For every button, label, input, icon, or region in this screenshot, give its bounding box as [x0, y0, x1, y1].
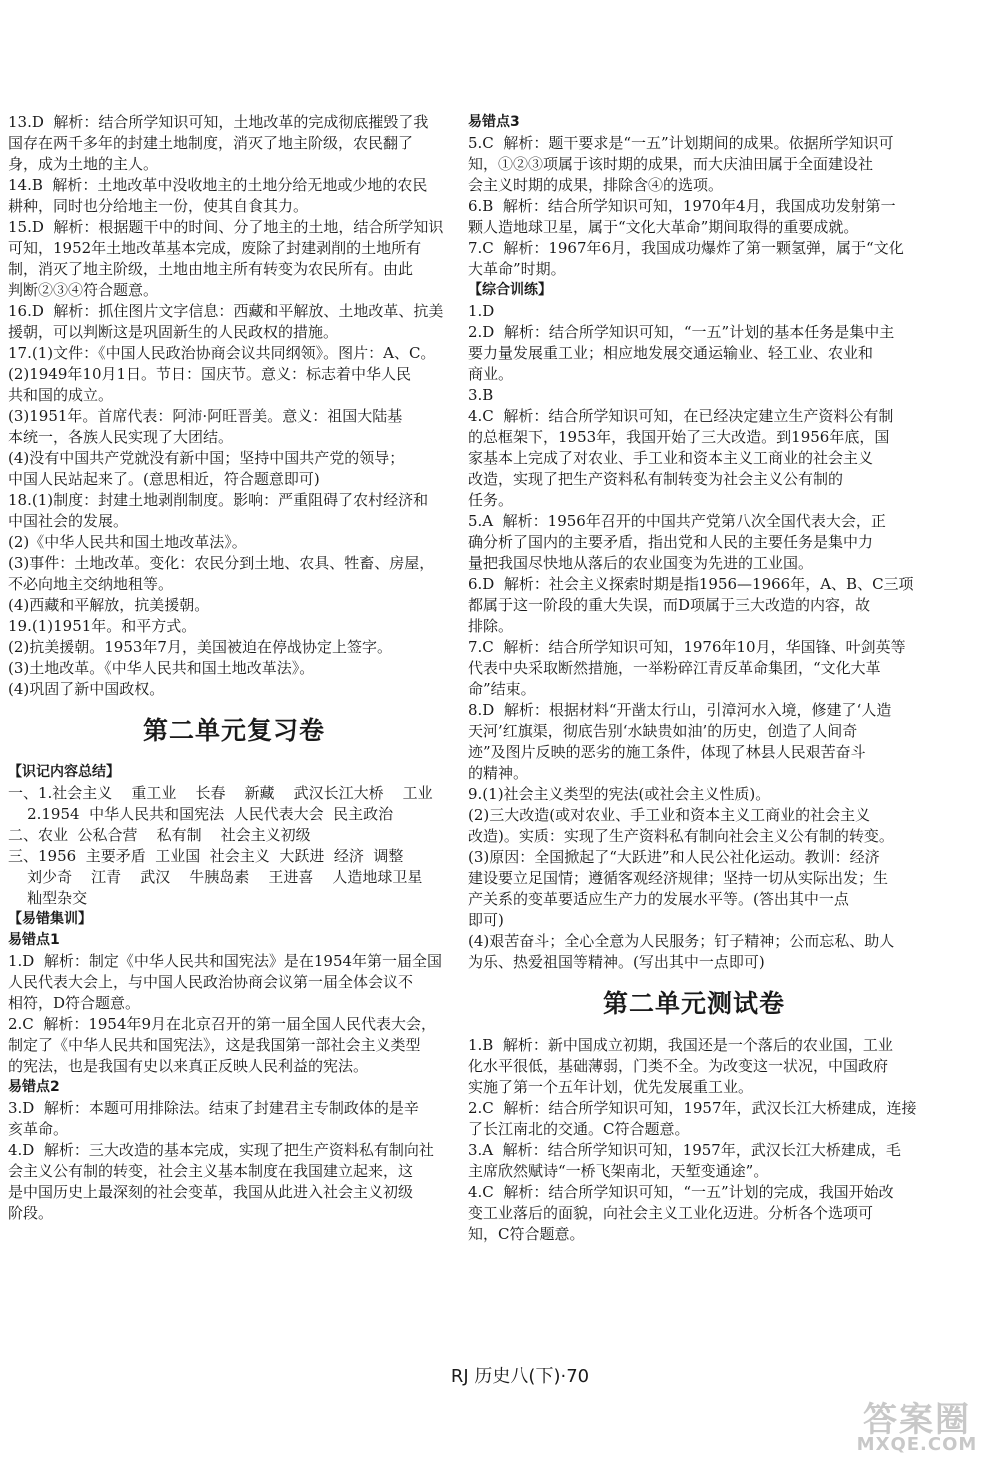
text-line: 产关系的变革要适应生产力的发展水平等。(答出其中一点	[468, 890, 849, 908]
text-line: 制定了《中华人民共和国宪法》，这是我国第一部社会主义类型	[8, 1036, 421, 1054]
text-line: 判断②③④符合题意。	[8, 281, 159, 299]
text-line: 排除。	[468, 617, 514, 635]
watermark-logo	[842, 1392, 992, 1458]
text-line: (4)西藏和平解放，抗美援朝。	[8, 596, 210, 614]
text-line: 改造，实现了把生产资料私有制转变为社会主义公有制的	[468, 470, 844, 488]
text-line: 15.D 解析：根据题干中的时间、分了地主的土地，结合所学知识	[8, 218, 444, 236]
text-line: 了长江南北的交通。C符合题意。	[468, 1120, 690, 1138]
text-line: 是中国历史上最深刻的社会变革，我国从此进入社会主义初级	[8, 1183, 414, 1201]
text-line: 会主义时期的成果，排除含④的选项。	[468, 176, 724, 194]
text-line: (2)抗美援朝。1953年7月，美国被迫在停战协定上签字。	[8, 638, 392, 656]
text-line: 实施了第一个五年计划，优先发展重工业。	[468, 1078, 754, 1096]
text-line: 知，①②③项属于该时期的成果，而大庆油田属于全面建设社	[468, 155, 874, 173]
text-line: 7.C 解析：结合所学知识可知，1976年10月，华国锋、叶剑英等	[468, 638, 906, 656]
watermark-text: 答案圈	[863, 1400, 971, 1440]
text-line: 确分析了国内的主要矛盾，指出党和人民的主要任务是集中力	[468, 533, 874, 551]
right-column	[468, 112, 920, 1245]
text-line: 中国人民站起来了。(意思相近，符合题意即可)	[8, 470, 320, 488]
text-line: 16.D 解析：抓住图片文字信息：西藏和平解放、土地改革、抗美	[8, 302, 444, 320]
text-line: 家基本上完成了对农业、手工业和资本主义工商业的社会主义	[468, 449, 874, 467]
text-line: 量把我国尽快地从落后的农业国变为先进的工业国。	[468, 554, 814, 572]
text-line: 不必向地主交纳地租等。	[8, 575, 174, 593]
text-line: (4)巩固了新中国政权。	[8, 680, 165, 698]
text-line: 14.B 解析：土地改革中没收地主的土地分给无地或少地的农民	[8, 176, 428, 194]
section-heading: 易错点2	[8, 1079, 60, 1095]
text-line: 商业。	[468, 365, 514, 383]
text-line: 都属于这一阶段的重大失误，而D项属于三大改造的内容，故	[468, 596, 871, 614]
text-line: (4)没有中国共产党就没有新中国；坚持中国共产党的领导；	[8, 449, 405, 467]
left-column	[8, 112, 460, 1224]
text-line: 9.(1)社会主义类型的宪法(或社会主义性质)。	[468, 785, 771, 803]
text-line: (2)三大改造(或对农业、手工业和资本主义工商业的社会主义	[468, 806, 871, 824]
text-line: (2)《中华人民共和国土地改革法》。	[8, 533, 247, 551]
text-line: 5.A 解析：1956年召开的中国共产党第八次全国代表大会，正	[468, 512, 886, 530]
text-line: 要力量发展重工业；相应地发展交通运输业、轻工业、农业和	[468, 344, 874, 362]
section-heading: 【识记内容总结】	[8, 764, 120, 780]
text-line: 2.C 解析：1954年9月在北京召开的第一届全国人民代表大会，	[8, 1015, 437, 1033]
text-line: (3)土地改革。《中华人民共和国土地改革法》。	[8, 659, 315, 677]
text-line: 改造)。实质：实现了生产资料私有制向社会主义公有制的转变。	[468, 827, 894, 845]
watermark-url: MXQE.COM	[856, 1434, 978, 1455]
text-line: 的精神。	[468, 764, 529, 782]
section-title: 第二单元测试卷	[602, 989, 785, 1018]
section-heading: 【易错集训】	[8, 911, 92, 927]
text-line: 三、1956 主要矛盾 工业国 社会主义 大跃进 经济 调整	[8, 847, 404, 865]
text-line: 共和国的成立。	[8, 386, 114, 404]
text-line: 变工业落后的面貌，向社会主义工业化迈进。分析各个选项可	[468, 1204, 874, 1222]
text-line: 17.(1)文件：《中国人民政治协商会议共同纲领》。图片：A、C。	[8, 344, 436, 362]
text-line: 代表中央采取断然措施，一举粉碎江青反革命集团，“文化大革	[468, 659, 881, 677]
section-heading: 易错点1	[8, 932, 60, 948]
text-line: 亥革命。	[8, 1120, 69, 1138]
text-line: 一、1.社会主义 重工业 长春 新藏 武汉长江大桥 工业	[8, 784, 433, 802]
text-line: 2.C 解析：结合所学知识可知，1957年，武汉长江大桥建成，连接	[468, 1099, 917, 1117]
text-line: 命”结束。	[468, 680, 536, 698]
text-line: 本统一，各族人民实现了大团结。	[8, 428, 234, 446]
page-footer: RJ 历史八(下)·70	[450, 1366, 590, 1387]
text-line: 即可)	[468, 911, 504, 929]
text-line: 3.A 解析：结合所学知识可知，1957年，武汉长江大桥建成，毛	[468, 1141, 901, 1159]
text-line: 刘少奇 江青 武汉 牛胰岛素 王进喜 人造地球卫星	[8, 868, 423, 886]
text-line: 人民代表大会上，与中国人民政治协商会议第一届全体会议不	[8, 973, 414, 991]
text-line: 13.D 解析：结合所学知识可知，土地改革的完成彻底摧毁了我	[8, 113, 429, 131]
text-line: 颗人造地球卫星，属于“文化大革命”期间取得的重要成就。	[468, 218, 859, 236]
text-line: 的总框架下，1953年，我国开始了三大改造。到1956年底，国	[468, 428, 890, 446]
text-line: 耕种，同时也分给地主一份，使其自食其力。	[8, 197, 309, 215]
text-line: 化水平很低，基础薄弱，门类不全。为改变这一状况，中国政府	[468, 1057, 889, 1075]
text-line: 6.D 解析：社会主义探索时期是指1956—1966年，A、B、C三项	[468, 575, 914, 593]
text-line: 任务。	[468, 491, 514, 509]
text-line: 二、农业 公私合营 私有制 社会主义初级	[8, 826, 311, 844]
text-line: 会主义公有制的转变，社会主义基本制度在我国建立起来，这	[8, 1162, 414, 1180]
text-line: 4.C 解析：结合所学知识可知，在已经决定建立生产资料公有制	[468, 407, 894, 425]
text-line: 8.D 解析：根据材料“开凿太行山，引漳河水入境，修建了‘人造	[468, 701, 892, 719]
text-line: 建设要立足国情；遵循客观经济规律；坚持一切从实际出发；生	[468, 869, 889, 887]
text-line: 2.1954 中华人民共和国宪法 人民代表大会 民主政治	[8, 805, 394, 823]
text-line: 援朝，可以判断这是巩固新生的人民政权的措施。	[8, 323, 339, 341]
text-line: 身，成为土地的主人。	[8, 155, 159, 173]
text-line: 1.D	[468, 302, 495, 320]
text-line: 天河’红旗渠，彻底告别‘水缺贵如油’的历史，创造了人间奇	[468, 722, 858, 740]
text-line: 主席欣然赋诗“一桥飞架南北，天堑变通途”。	[468, 1162, 769, 1180]
text-line: (3)事件：土地改革。变化：农民分到土地、农具、牲畜、房屋，	[8, 554, 435, 572]
text-line: 18.(1)制度：封建土地剥削制度。影响：严重阻碍了农村经济和	[8, 491, 429, 509]
text-line: 国存在两千多年的封建土地制度，消灭了地主阶级，农民翻了	[8, 134, 414, 152]
text-line: 中国社会的发展。	[8, 512, 129, 530]
text-line: (2)1949年10月1日。节日：国庆节。意义：标志着中华人民	[8, 365, 412, 383]
text-line: (3)1951年。首席代表：阿沛·阿旺晋美。意义：祖国大陆基	[8, 407, 403, 425]
text-line: 2.D 解析：结合所学知识可知，“一五”计划的基本任务是集中主	[468, 323, 895, 341]
text-line: 迹”及图片反映的恶劣的施工条件，体现了林县人民艰苦奋斗	[468, 743, 866, 761]
text-line: 4.C 解析：结合所学知识可知，“一五”计划的完成，我国开始改	[468, 1183, 894, 1201]
text-line: 6.B 解析：结合所学知识可知，1970年4月，我国成功发射第一	[468, 197, 896, 215]
text-line: 7.C 解析：1967年6月，我国成功爆炸了第一颗氢弹，属于“文化	[468, 239, 904, 257]
section-heading: 易错点3	[468, 114, 520, 130]
text-line: 相符，D符合题意。	[8, 994, 141, 1012]
text-line: (4)艰苦奋斗；全心全意为人民服务；钉子精神；公而忘私、助人	[468, 932, 895, 950]
text-line: 制，消灭了地主阶级，土地由地主所有转变为农民所有。由此	[8, 260, 414, 278]
text-line: 阶段。	[8, 1204, 54, 1222]
text-line: 1.D 解析：制定《中华人民共和国宪法》是在1954年第一届全国	[8, 952, 443, 970]
text-line: 为乐、热爱祖国等精神。(写出其中一点即可)	[468, 953, 765, 971]
text-line: 1.B 解析：新中国成立初期，我国还是一个落后的农业国，工业	[468, 1036, 893, 1054]
text-line: 19.(1)1951年。和平方式。	[8, 617, 197, 635]
text-line: 5.C 解析：题干要求是“一五”计划期间的成果。依据所学知识可	[468, 134, 894, 152]
text-line: 大革命”时期。	[468, 260, 566, 278]
text-line: 3.D 解析：本题可用排除法。结束了封建君主专制政体的是辛	[8, 1099, 419, 1117]
text-line: 的宪法，也是我国有史以来真正反映人民利益的宪法。	[8, 1057, 369, 1075]
section-heading: 【综合训练】	[468, 282, 552, 298]
section-title: 第二单元复习卷	[142, 716, 325, 745]
text-line: 3.B	[468, 386, 494, 404]
text-line: 知，C符合题意。	[468, 1225, 585, 1243]
text-line: (3)原因：全国掀起了“大跃进”和人民公社化运动。教训：经济	[468, 848, 880, 866]
text-line: 可知，1952年土地改革基本完成，废除了封建剥削的土地所有	[8, 239, 422, 257]
text-line: 4.D 解析：三大改造的基本完成，实现了把生产资料私有制向社	[8, 1141, 434, 1159]
text-line: 籼型杂交	[8, 889, 88, 907]
